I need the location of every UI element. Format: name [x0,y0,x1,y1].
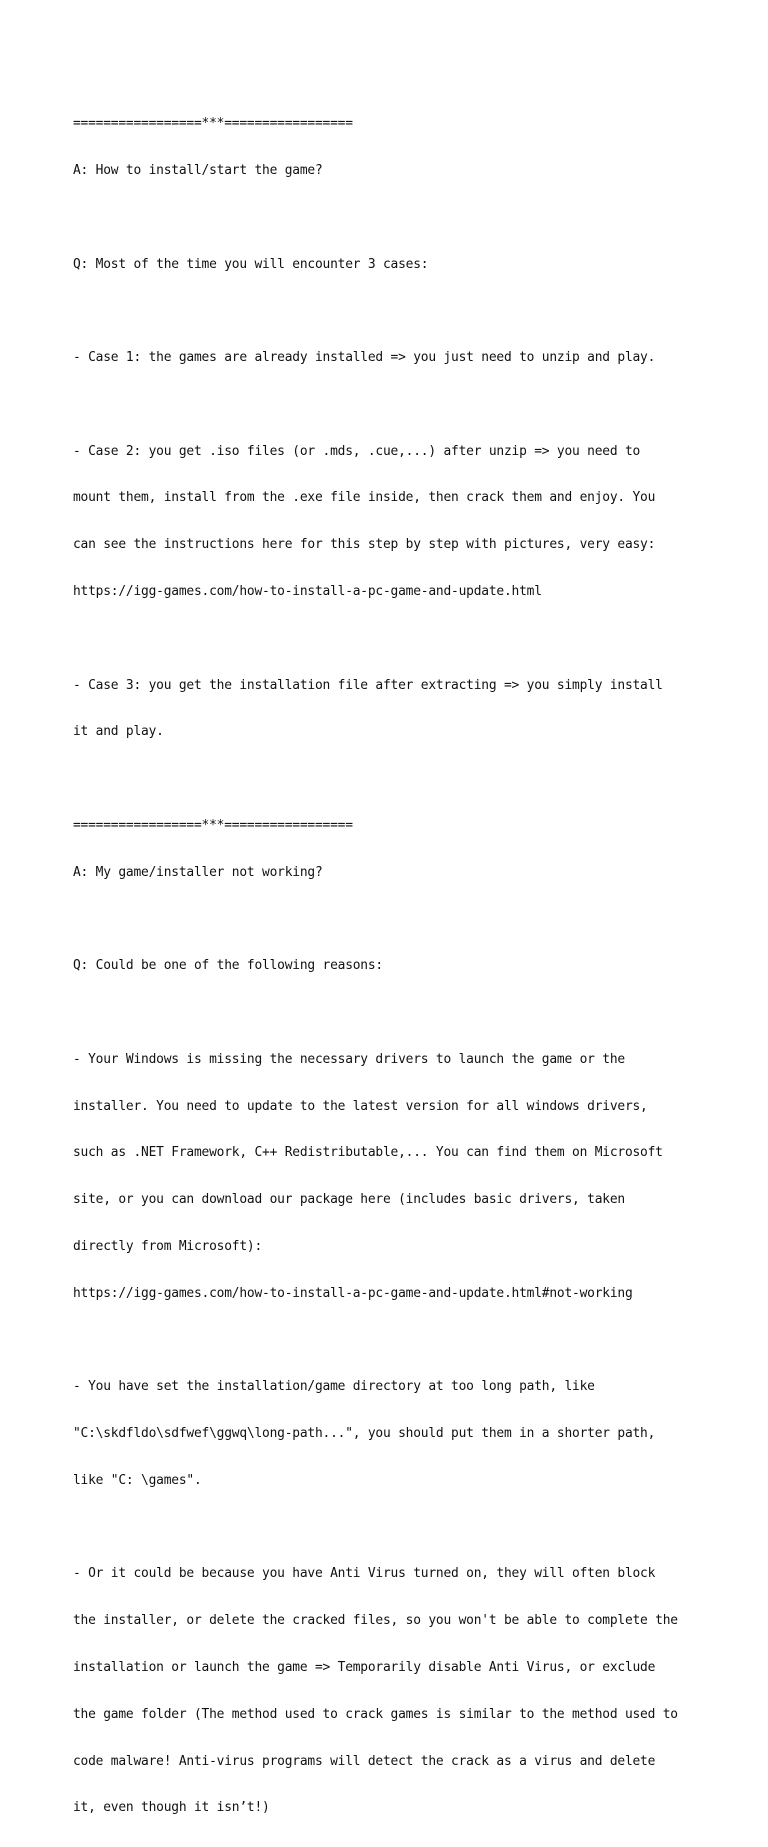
section-intro: Q: Most of the time you will encounter 3 cases: [73,256,429,272]
blank-line [73,210,733,226]
blank-line [73,631,733,647]
text-line: can see the instructions here for this step by step with pictures, very easy: [73,537,656,553]
text-line: "C:\skdfldo\sdfwef\ggwq\long-path...", you should put them in a shorter path, [73,1426,656,1442]
text-line: - Case 3: you get the installation file after extracting => you simply install [73,677,663,693]
text-line: it and play. [73,724,164,740]
text-line: like "C: \games". [73,1472,202,1488]
text-line: - Case 2: you get .iso files (or .mds, .cue,...) after unzip => you need to [73,443,641,459]
blank-line [73,303,733,319]
text-line: such as .NET Framework, C++ Redistributable,... You can find them on Microsoft [73,1145,663,1161]
text-line: installation or launch the game => Temporarily disable Anti Virus, or exclude [73,1659,656,1675]
text-line: the installer, or delete the cracked files, so you won't be able to complete the [73,1613,678,1629]
separator-line: =================***================= [73,116,353,132]
text-line: - Or it could be because you have Anti Virus turned on, they will often block [73,1566,656,1582]
section-intro: Q: Could be one of the following reasons: [73,958,383,974]
text-line: site, or you can download our package here (includes basic drivers, taken [73,1192,625,1208]
section-heading: A: How to install/start the game? [73,162,323,178]
blank-line [73,1005,733,1021]
blank-line [73,397,733,413]
text-line: the game folder (The method used to crack games is similar to the method used to [73,1706,678,1722]
blank-line [73,771,733,787]
text-line: directly from Microsoft): [73,1238,263,1254]
text-line: it, even though it isn’t!) [73,1800,270,1816]
document-text [73,85,733,1847]
blank-line [73,1333,733,1349]
text-line: - You have set the installation/game directory at too long path, like [73,1379,595,1395]
text-line: installer. You need to update to the latest version for all windows drivers, [73,1098,648,1114]
text-line: code malware! Anti-virus programs will detect the crack as a virus and delete [73,1753,656,1769]
text-line: - Your Windows is missing the necessary drivers to launch the game or the [73,1051,625,1067]
blank-line [73,1520,733,1536]
text-line: mount them, install from the .exe file inside, then crack them and enjoy. You [73,490,656,506]
url-line: https://igg-games.com/how-to-install-a-pc-game-and-update.html [73,584,542,599]
section-heading: A: My game/installer not working? [73,864,323,880]
blank-line [73,911,733,927]
url-line: https://igg-games.com/how-to-install-a-pc-game-and-update.html#not-working [73,1285,633,1301]
text-line: - Case 1: the games are already installed => you just need to unzip and play. [73,350,656,366]
separator-line: =================***================= [73,817,353,833]
